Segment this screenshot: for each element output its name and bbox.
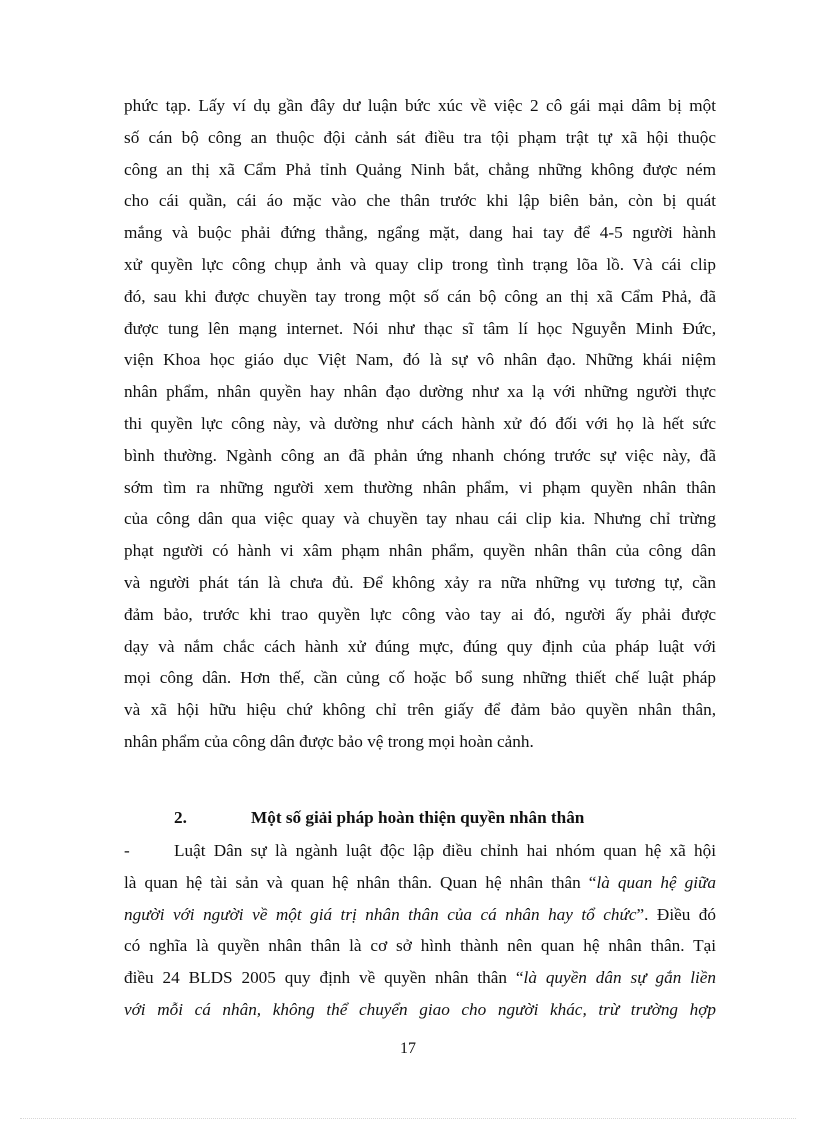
paragraph-2-line-5: điều 24 BLDS 2005 quy định về quyền nhân thân “là quyền dân sự gắn liền xyxy=(124,968,716,988)
paragraph-1 xyxy=(124,90,716,758)
paragraph-1-line: viện Khoa học giáo dục Việt Nam, đó là sự vô nhân đạo. Những khái niệm xyxy=(124,350,716,370)
paragraph-2 xyxy=(124,835,716,1026)
paragraph-1-line: đó, sau khi được chuyền tay trong một số cán bộ công an thị xã Cẩm Phả, đã xyxy=(124,286,716,306)
section-heading xyxy=(174,802,584,834)
paragraph-1-line: nhân phẩm, nhân quyền hay nhân đạo dường như xa lạ với những người thực xyxy=(124,382,716,402)
paragraph-1-line: thi quyền lực công này, và dường như cách hành xử đó đối với họ là hết sức xyxy=(124,413,716,433)
paragraph-1-line: số cán bộ công an thuộc đội cảnh sát điều tra tội phạm trật tự xã hội thuộc xyxy=(124,127,716,147)
paragraph-1-line: cho cái quần, cái áo mặc vào che thân trước khi lập biên bản, còn bị quát xyxy=(124,191,716,211)
quote-italic: người với người về một giá trị nhân thân của cá nhân hay tổ chức xyxy=(124,904,637,924)
paragraph-1-line: của công dân qua việc quay và chuyền tay nhau cái clip kia. Nhưng chỉ trừng xyxy=(124,509,716,529)
paragraph-1-line: dạy và nắm chắc cách hành xử đúng mực, đúng quy định của pháp luật với xyxy=(124,636,716,656)
paragraph-1-line: mọi công dân. Hơn thế, cần củng cố hoặc bổ sung những thiết chế luật pháp xyxy=(124,668,716,688)
bullet-dash: - xyxy=(124,841,130,860)
quote-italic: với mỗi cá nhân, không thể chuyển giao cho người khác, trừ trường hợp xyxy=(124,999,716,1019)
paragraph-2-line-4: có nghĩa là quyền nhân thân là cơ sở hình thành nên quan hệ nhân thân. Tại xyxy=(124,936,716,956)
paragraph-2-line-2: là quan hệ tài sản và quan hệ nhân thân. Quan hệ nhân thân “là quan hệ giữa xyxy=(124,872,716,892)
paragraph-1-line: phức tạp. Lấy ví dụ gần đây dư luận bức xúc về việc 2 cô gái mại dâm bị một xyxy=(124,96,716,115)
quote-italic: là quan hệ giữa xyxy=(596,872,716,892)
paragraph-1-line: công an thị xã Cẩm Phả tỉnh Quảng Ninh bắt, chẳng những không được ném xyxy=(124,159,716,179)
paragraph-1-line: phạt người có hành vi xâm phạm nhân phẩm, quyền nhân thân của công dân xyxy=(124,541,716,561)
page-number: 17 xyxy=(400,1040,416,1057)
quote-italic: là quyền dân sự gắn liền xyxy=(523,968,716,988)
paragraph-1-line: đảm bảo, trước khi trao quyền lực công vào tay ai đó, người ấy phải được xyxy=(124,604,716,624)
paragraph-1-line: xử quyền lực công chụp ảnh và quay clip trong tình trạng lõa lồ. Và cái clip xyxy=(124,254,716,274)
paragraph-1-line: mắng và buộc phải đứng thẳng, ngẩng mặt, dang hai tay để 4-5 người hành xyxy=(124,223,716,243)
paragraph-1-line: và người phát tán là chưa đủ. Để không xảy ra nữa những vụ tương tự, cần xyxy=(124,572,716,592)
footer-divider xyxy=(20,1118,796,1119)
paragraph-1-line: sớm tìm ra những người xem thường nhân phẩm, vi phạm quyền nhân thân xyxy=(124,477,716,497)
paragraph-2-line-3: người với người về một giá trị nhân thân của cá nhân hay tổ chức”. Điều đó xyxy=(124,904,716,924)
section-title: Một số giải pháp hoàn thiện quyền nhân thân xyxy=(251,808,585,827)
paragraph-1-text xyxy=(124,90,716,758)
paragraph-1-line: bình thường. Ngành công an đã phản ứng nhanh chóng trước sự việc này, đã xyxy=(124,445,716,465)
paragraph-1-line: được tung lên mạng internet. Nói như thạc sĩ tâm lí học Nguyễn Minh Đức, xyxy=(124,318,716,338)
paragraph-2-line-1: - Luật Dân sự là ngành luật độc lập điều chỉnh hai nhóm quan hệ xã hội xyxy=(124,835,716,867)
paragraph-1-line: nhân phẩm của công dân được bảo vệ trong mọi hoàn cảnh. xyxy=(124,731,534,751)
paragraph-2-line-6 xyxy=(124,994,716,1026)
section-number: 2. xyxy=(174,808,187,827)
paragraph-1-line: và xã hội hữu hiệu chứ không chỉ trên giấy để đảm bảo quyền nhân thân, xyxy=(124,700,716,720)
